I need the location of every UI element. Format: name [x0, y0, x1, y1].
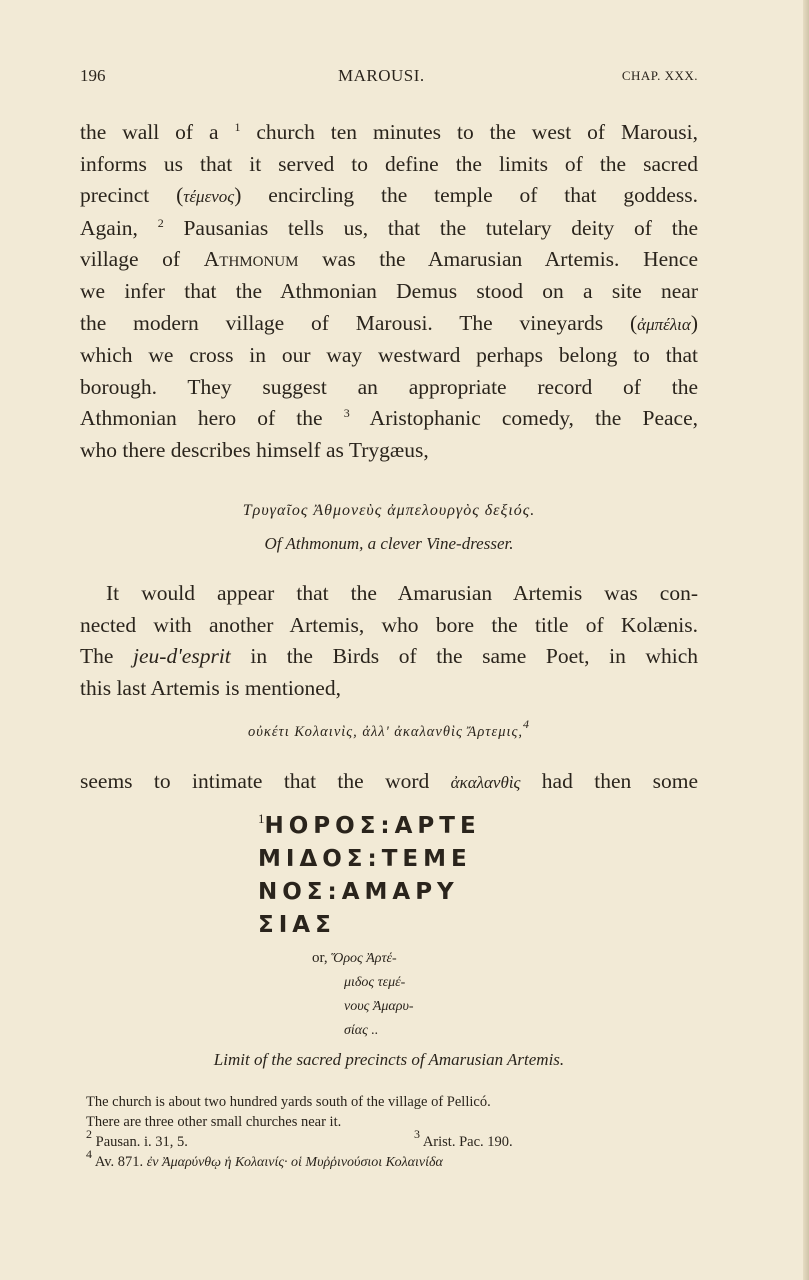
text-line: who there describes himself as Trygæus,	[80, 437, 429, 462]
quote-translation: Of Athmonum, a clever Vine-dresser.	[264, 534, 514, 553]
footnote-ref[interactable]: 3	[343, 406, 350, 421]
inscription-line: $^1$ΗΟΡΟΣ:ΑΡΤΕ	[258, 811, 481, 839]
text-line: Athmonian hero of the $^3$ Aristophanic comedy, the Peace,	[80, 406, 698, 431]
text-line: we infer that the Athmonian Demus stood on a site near	[80, 278, 698, 303]
text-line: borough. They suggest an appropriate record of the	[80, 374, 698, 399]
text-line: precinct (τέμενος) encircling the temple of that goddess.	[80, 183, 698, 208]
footnote-ref[interactable]: 1	[258, 811, 265, 826]
footnote-ref[interactable]: 2	[157, 215, 164, 230]
place-name: Athmonum	[203, 247, 299, 272]
text-line: this last Artemis is mentioned,	[80, 675, 341, 700]
greek-word: ἀμπέλια	[637, 314, 691, 334]
greek-word: ἀκαλανθὶς	[450, 773, 521, 792]
paragraph-1	[80, 117, 698, 467]
text-line: village of Athmonum was the Amarusian Artemis. Hence	[80, 247, 698, 272]
text-line: Again, $^2$ Pausanias tells us, that the tutelary deity of the	[80, 215, 699, 240]
text-line: the wall of a $^1$ church ten minutes to the west of Marousi,	[80, 120, 698, 144]
greek-quote-2: οὐκέτι Κολαινὶς, ἀλλ' ἀκαλανθὶς Ἄρτεμις,$^4$	[247, 717, 531, 740]
inscription-caption: Limit of the sacred precincts of Amarusian Artemis.	[213, 1050, 565, 1069]
footnote-3: $^3$ Arist. Pac. 190.	[414, 1127, 513, 1150]
footnotes	[86, 1092, 698, 1173]
footnote-4: $^4$ Av. 871. ἐν Ἀμαρύνθῳ ἡ Κολαινίς· οἱ Μυῤῥινούσιοι Κολαινίδα	[86, 1147, 443, 1170]
text-line: The jeu-d'esprit in the Birds of the same Poet, in which	[80, 644, 698, 669]
page-number: 196	[80, 66, 106, 85]
text-line: informs us that it served to define the limits of the sacred	[80, 151, 698, 176]
footnote-ref[interactable]: 4	[523, 717, 531, 731]
text-line: nected with another Artemis, who bore the title of Kolænis.	[80, 612, 698, 637]
paragraph-3	[80, 766, 698, 799]
italic-phrase: jeu-d'esprit	[133, 644, 231, 669]
inscription-transliteration: or, Ὅρος Ἀρτέ- μιδος τεμέ- νους Ἀμαρυ- σίας ..	[312, 946, 414, 1043]
footnote-ref[interactable]: 1	[234, 120, 241, 134]
greek-word: τέμενος	[183, 187, 235, 207]
running-title: MAROUSI.	[338, 66, 425, 85]
inscription-line: ΝΟΣ:ΑΜΑΡΥ	[258, 879, 459, 905]
inscription-line: ΣΙΑΣ	[258, 912, 336, 938]
paragraph-2	[80, 578, 698, 704]
greek-quote: Τρυγαῖος Ἀθμονεὺς ἀμπελουργὸς δεξιός.	[242, 502, 536, 519]
text-line: which we cross in our way westward perhaps belong to that	[80, 343, 698, 368]
translit-line: σίας ..	[344, 1023, 379, 1038]
footnote-row: $^2$ Pausan. i. 31, 5. $^3$ Arist. Pac. 190.	[86, 1127, 513, 1150]
text-line: It would appear that the Amarusian Artemis was con-	[106, 581, 698, 605]
page-edge	[803, 0, 809, 1280]
inscription-line: ΜΙΔΟΣ:ΤΕΜΕ	[258, 846, 472, 872]
footnote-1-cont: There are three other small churches near it.	[86, 1114, 342, 1130]
footnote-2: Pausan. i. 31, 5.	[92, 1134, 188, 1150]
running-header	[80, 66, 698, 92]
translit-line: μιδος τεμέ-	[344, 975, 406, 990]
translit-line: νους Ἀμαρυ-	[344, 999, 414, 1014]
text-line: the modern village of Marousi. The vineyards (ἀμπέλια)	[80, 310, 698, 335]
chapter-label: CHAP. XXX.	[621, 68, 698, 83]
inscription	[258, 810, 558, 942]
or-label: or,	[312, 950, 328, 966]
footnote-1: The church is about two hundred yards south of the village of Pellicó.	[86, 1094, 491, 1110]
text-line: seems to intimate that the word ἀκαλανθὶς had then some	[80, 769, 698, 793]
